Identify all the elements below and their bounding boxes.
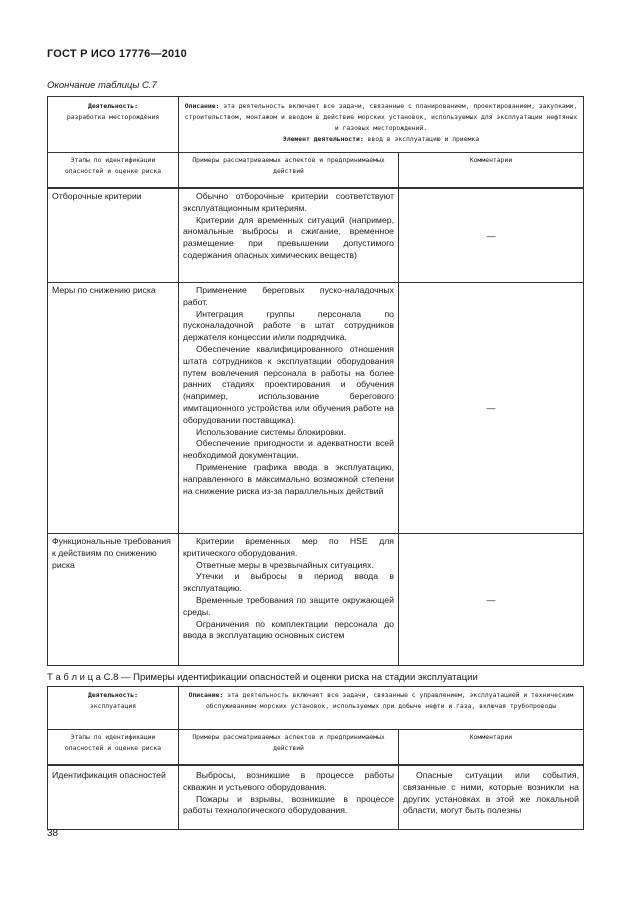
examples-cell — [179, 283, 399, 534]
element-value: ввод в эксплуатацию и приемка — [367, 135, 480, 143]
col-header-examples: Примеры рассматриваемых аспектов и предпринимаемых действий — [179, 153, 399, 189]
description-text: эта деятельность включает все задачи, связанные с управлением, эксплуатацией и техническим обслуживанием морских установок, используемых при добыче нефти и газа, включая трубопроводы — [205, 691, 574, 710]
example-text: Временные требования по защите окружающей среды. — [183, 594, 394, 617]
page-number: 38 — [47, 828, 59, 839]
description-label: Описание: — [184, 102, 220, 110]
example-text: Утечки и выбросы в период ввода в эксплуатацию. — [183, 571, 394, 594]
example-text: Ответные меры в чрезвычайных ситуациях. — [196, 559, 374, 570]
stage-cell: Идентификация опасностей — [48, 765, 179, 830]
description-label: Описание: — [188, 691, 224, 699]
table-c7-activity-row — [48, 97, 584, 153]
activity-cell — [48, 687, 179, 730]
table-c7-caption: Окончание таблицы С.7 — [47, 80, 157, 91]
col-header-stage: Этапы по идентификации опасностей и оценке риска — [48, 153, 179, 189]
examples-cell — [179, 765, 399, 830]
comment-cell: — — [399, 188, 584, 283]
example-text: Критерии для временных ситуаций (например, аномальные выбросы и сжигание, временное размещение при превышении допустимого содержания опасных химических веществ) — [183, 214, 394, 260]
col-header-stage: Этапы по идентификации опасностей и оценке риска — [48, 730, 179, 766]
comment-cell — [399, 765, 584, 830]
example-text: Использование системы блокировки. — [196, 426, 346, 437]
activity-value: эксплуатация — [89, 702, 137, 710]
description-text: эта деятельность включает все задачи, связанные с планированием, проектированием, закупками, строительством, монтажом и вводом в действие морских установок, используемых для эксплуатации нефтяных и газовых месторождений. — [184, 102, 578, 132]
example-text: Ограничения по комплектации персонала до ввода в эксплуатацию основных систем — [183, 618, 394, 641]
col-header-comments: Комментарии — [399, 153, 584, 189]
table-row — [48, 283, 584, 534]
table-row — [48, 765, 584, 830]
document-header: ГОСТ Р ИСО 17776—2010 — [47, 48, 187, 60]
example-text: Пожары и взрывы, возникшие в процессе работы технологического оборудования. — [183, 793, 394, 816]
table-c8-header-row — [48, 730, 584, 766]
table-c8 — [47, 686, 584, 830]
examples-cell — [179, 188, 399, 283]
comment-cell: — — [399, 534, 584, 666]
example-text: Критерии временных мер по HSE для критического оборудования. — [183, 536, 394, 558]
comment-text: Опасные ситуации или события, связанные с ними, которые возникли на других установках в этой же локальной области, могут быть полезны — [403, 770, 579, 816]
table-c7-header-row — [48, 153, 584, 189]
element-label: Элемент деятельности: — [282, 135, 364, 143]
example-text: Выбросы, возникшие в процессе работы скважин и устьевого оборудования. — [183, 770, 394, 792]
description-cell — [179, 687, 584, 730]
stage-cell: Функциональные требования к действиям по снижению риска — [48, 534, 179, 666]
table-row — [48, 188, 584, 283]
stage-cell: Отборочные критерии — [48, 188, 179, 283]
examples-cell — [179, 534, 399, 666]
example-text: Обеспечение пригодности и адекватности всей необходимой документации. — [183, 438, 394, 461]
table-c7 — [47, 96, 584, 666]
example-text: Применение графика ввода в эксплуатацию, направленного в максимально возможной степени на снижение риска из-за параллельных действий — [183, 461, 394, 496]
activity-cell — [48, 97, 179, 153]
example-text: Интеграция группы персонала по пусконаладочной работе в штат сотрудников держателя концессии и/или подрядчика. — [183, 308, 394, 343]
comment-cell: — — [399, 283, 584, 534]
table-row — [48, 534, 584, 666]
activity-label: Деятельность: — [87, 691, 139, 699]
activity-value: разработка месторождения — [66, 113, 160, 121]
example-text: Обеспечение квалифицированного отношения штата сотрудников к эксплуатации оборудования путем вовлечения персонала в работы на более ранних стадиях проектирования и обучения (например, использование берегового имитационного устройства или обучения работе на оборудовании поставщика). — [183, 343, 394, 425]
description-cell — [179, 97, 584, 153]
col-header-comments: Комментарии — [399, 730, 584, 766]
example-text: Применение береговых пуско-наладочных работ. — [183, 285, 394, 307]
stage-cell: Меры по снижению риска — [48, 283, 179, 534]
example-text: Обычно отборочные критерии соответствуют эксплуатационным критериям. — [183, 191, 394, 213]
activity-label: Деятельность: — [87, 102, 139, 110]
table-c8-activity-row — [48, 687, 584, 730]
col-header-examples: Примеры рассматриваемых аспектов и предпринимаемых действий — [179, 730, 399, 766]
table-c8-caption: Т а б л и ц а С.8 — Примеры идентификации опасностей и оценки риска на стадии эксплуатации — [47, 672, 478, 683]
